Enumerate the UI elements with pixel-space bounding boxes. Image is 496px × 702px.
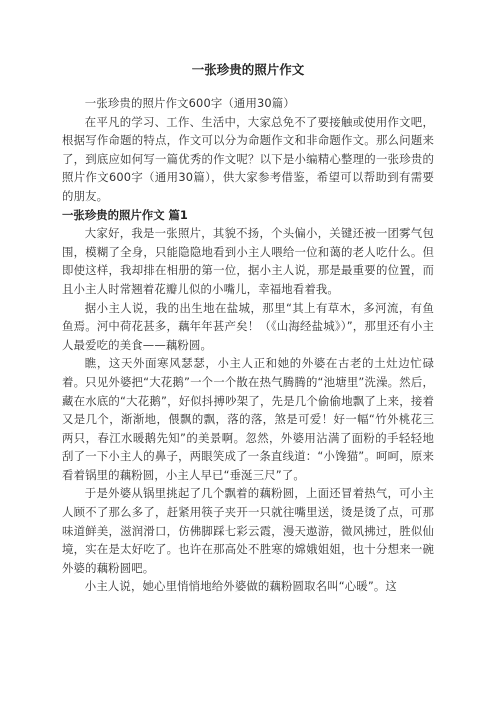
body-paragraph-1: 大家好，我是一张照片，其貌不扬，个头偏小，关键还被一团雾气包围，模糊了全身，只能隐隐地看到小主人喂给一位和蔼的老人吃什么。但即使这样，我却排在相册的第一位，据小主人说，那是最重要的位置，而且小主人时常翘着花瓣儿似的小嘴儿，幸福地看着我。 <box>62 226 434 296</box>
document-title: 一张珍贵的照片作文 <box>191 62 305 77</box>
intro-paragraph: 在平凡的学习、工作、生活中，大家总免不了要接触或使用作文吧，根据写作命题的特点，作文可以分为命题作文和非命题作文。那么问题来了，到底应如何写一篇优秀的作文呢？以下是小编精心整理的一张珍贵的照片作文600字（通用30篇），供大家参考借鉴，希望可以帮助到有需要的朋友。 <box>62 114 434 203</box>
intro-subtitle: 一张珍贵的照片作文600字（通用30篇） <box>84 96 295 110</box>
body-paragraph-4: 于是外婆从锅里挑起了几个飘着的藕粉圆，上面还冒着热气，可小主人顾不了那么多了，赶紧用筷子夹开一只就往嘴里送，烫是烫了点，可那味道鲜美，滋润滑口，仿佛脚踩七彩云霞，漫天遨游，微风拂过，胜似仙境，实在是太好吃了。也许在那高处不胜寒的嫦娥姐姐，也十分想来一碗外婆的藕粉圆吧。 <box>62 486 434 575</box>
body-paragraph-2: 据小主人说，我的出生地在盐城，那里“其上有草木，多河流，有鱼鱼焉。河中荷花甚多，藕年年甚产矣！（《山海经盐城》）”，那里还有小主人最爱吃的美食——藕粉圆。 <box>62 300 434 352</box>
body-paragraph-5: 小主人说，她心里悄悄地给外婆做的藕粉圆取名叫“心暖”。这 <box>84 579 397 594</box>
body-paragraph-3: 瞧，这天外面寒风瑟瑟，小主人正和她的外婆在古老的土灶边忙碌着。只见外婆把“大花鹅”一个一个散在热气腾腾的“池塘里”洗澡。然后，藏在水底的“大花鹅”，好似抖搏吵架了，先是几个偷偷地飘了上来，接着又是几个，渐渐地，偎飘的飘，落的落，煞是可爱！好一幅“竹外桃花三两只，春江水暖鹅先知”的美景啊。忽然，外婆用沾满了面粉的手轻轻地刮了一下小主人的鼻子，两眼笑成了一条直线道：“小馋猫”。呵呵，原来看着锅里的藕粉圆，小主人早已“垂涎三尺”了。 <box>62 356 434 482</box>
section-heading: 一张珍贵的照片作文 篇1 <box>62 207 188 222</box>
